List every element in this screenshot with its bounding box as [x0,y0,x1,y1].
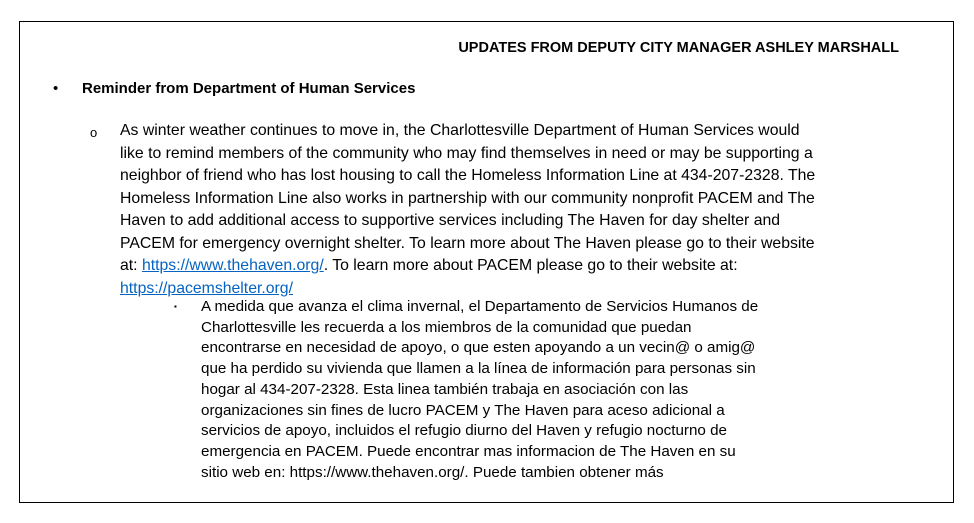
pacemshelter-link[interactable]: https://pacemshelter.org/ [120,279,293,297]
paragraph-line-with-link [120,255,920,278]
paragraph-line: que ha perdido su vivienda que llamen a la línea de información para personas sin [201,360,756,378]
section-heading: Reminder from Department of Human Services [82,80,416,97]
paragraph-line: Charlottesville les recuerda a los miembros de la comunidad que puedan [201,318,692,336]
paragraph-line: Homeless Information Line also works in partnership with our community nonprofit PACEM and The [120,189,815,207]
paragraph-line: organizaciones sin fines de lucro PACEM y The Haven para aceso adicional a [201,401,725,419]
paragraph-line: A medida que avanza el clima invernal, el Departamento de Servicios Humanos de [201,298,759,315]
bullet-disc: • [53,80,59,97]
sub-bullet-circle: o [90,125,98,140]
paragraph-line: neighbor of friend who has lost housing to call the Homeless Information Line at 434-207-2328. The [120,167,816,184]
thehaven-link[interactable]: https://www.thehaven.org/ [141,257,324,274]
paragraph-line: servicios de apoyo, incluidos el refugio diurno del Haven y refugio nocturno de [201,422,727,440]
spanish-paragraph [201,297,861,483]
paragraph-line: encontrarse en necesidad de apoyo, o que esten apoyando a un vecin@ o amig@ [201,339,756,357]
page-header-title: UPDATES FROM DEPUTY CITY MANAGER ASHLEY MARSHALL [458,40,899,56]
paragraph-line: emergencia en PACEM. Puede encontrar mas informacion de The Haven en su [201,442,736,460]
paragraph-line: PACEM for emergency overnight shelter. To learn more about The Haven please go to their website [120,234,815,252]
line-prefix: at: [120,257,142,274]
square-bullet: ▪ [174,302,177,311]
paragraph-line: hogar al 434-207-2328. Esta linea también trabaja en asociación con las [201,380,689,398]
paragraph-line: like to remind members of the community who may find themselves in need or may be supporting a [120,144,813,162]
english-paragraph [120,120,920,300]
paragraph-line: sitio web en: https://www.thehaven.org/. Puede tambien obtener más [201,463,664,481]
paragraph-line: As winter weather continues to move in, the Charlottesville Department of Human Services would [120,122,800,139]
document-frame [19,21,954,503]
line-suffix: . To learn more about PACEM please go to their website at: [323,257,738,274]
paragraph-line: Haven to add additional access to supportive services including The Haven for day shelter and [120,212,781,229]
